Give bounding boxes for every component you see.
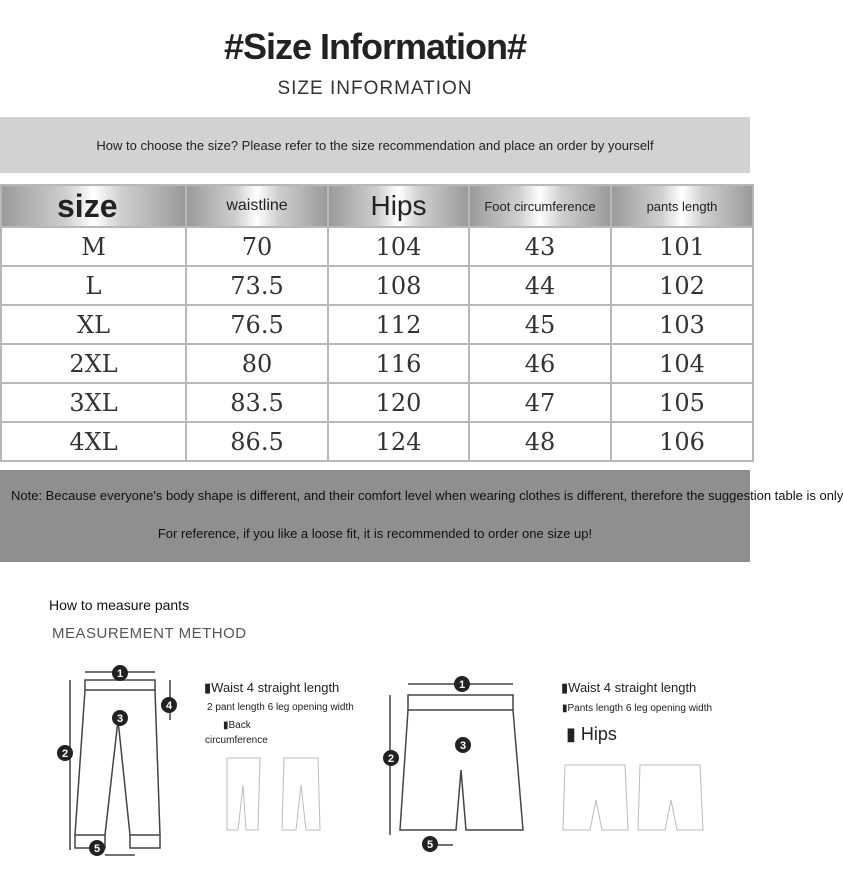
right-label-3: ▮ Hips (566, 724, 617, 744)
cell-hips: 104 (328, 227, 469, 266)
cell-waistline: 86.5 (186, 422, 328, 461)
cell-foot-circumference: 43 (469, 227, 611, 266)
cell-size: XL (1, 305, 186, 344)
cell-size: 2XL (1, 344, 186, 383)
instruction-banner (0, 117, 750, 173)
marker-2: 2 (61, 748, 69, 760)
page-subtitle: SIZE INFORMATION (277, 78, 473, 99)
marker-3: 3 (116, 713, 124, 725)
measure-title: How to measure pants (49, 597, 190, 613)
cell-hips: 108 (328, 266, 469, 305)
left-label-3: ▮Back (223, 720, 251, 731)
header-foot-circumference: Foot circumference (469, 185, 611, 227)
cell-pants-length: 102 (611, 266, 753, 305)
left-label-2: 2 pant length 6 leg opening width (207, 702, 354, 713)
note-line-1: Note: Because everyone's body shape is different, and their comfort level when wearing clothes is different, therefore the suggestion table is only (11, 488, 843, 503)
marker-1: 1 (116, 668, 124, 680)
cell-foot-circumference: 44 (469, 266, 611, 305)
cell-waistline: 80 (186, 344, 328, 383)
cell-hips: 124 (328, 422, 469, 461)
table-row (1, 344, 753, 383)
cell-pants-length: 106 (611, 422, 753, 461)
small-shorts-icon (560, 760, 710, 835)
shorts-marker-5: 5 (426, 839, 434, 851)
shorts-marker-3: 3 (459, 740, 467, 752)
cell-foot-circumference: 47 (469, 383, 611, 422)
shorts-marker-1: 1 (458, 679, 466, 691)
left-label-4: circumference (205, 735, 268, 746)
table-row (1, 266, 753, 305)
right-label-2: ▮Pants length 6 leg opening width (562, 703, 713, 714)
cell-size: 4XL (1, 422, 186, 461)
shorts-marker-2: 2 (387, 753, 395, 765)
cell-foot-circumference: 48 (469, 422, 611, 461)
cell-pants-length: 105 (611, 383, 753, 422)
table-row (1, 305, 753, 344)
cell-size: 3XL (1, 383, 186, 422)
table-row (1, 227, 753, 266)
table-header-row (1, 185, 753, 227)
page-title: #Size Information# (223, 26, 527, 67)
cell-pants-length: 103 (611, 305, 753, 344)
small-pants-icon (222, 755, 342, 835)
pants-diagram-icon (50, 660, 200, 860)
right-label-1: ▮Waist 4 straight length (561, 680, 697, 695)
cell-hips: 112 (328, 305, 469, 344)
measure-subtitle: MEASUREMENT METHOD (52, 625, 247, 642)
note-banner (0, 470, 843, 562)
cell-hips: 120 (328, 383, 469, 422)
cell-waistline: 76.5 (186, 305, 328, 344)
note-line-2: For reference, if you like a loose fit, it is recommended to order one size up! (157, 526, 593, 541)
cell-hips: 116 (328, 344, 469, 383)
table-row (1, 422, 753, 461)
cell-size: M (1, 227, 186, 266)
cell-pants-length: 104 (611, 344, 753, 383)
cell-waistline: 73.5 (186, 266, 328, 305)
marker-5: 5 (93, 843, 101, 855)
header-waistline: waistline (186, 185, 328, 227)
size-table (0, 184, 754, 462)
header-size: size (1, 185, 186, 227)
cell-waistline: 70 (186, 227, 328, 266)
header-hips: Hips (328, 185, 469, 227)
cell-foot-circumference: 45 (469, 305, 611, 344)
cell-size: L (1, 266, 186, 305)
header-pants-length: pants length (611, 185, 753, 227)
shorts-diagram-icon (378, 670, 548, 855)
left-label-1: ▮Waist 4 straight length (204, 680, 340, 695)
instruction-text: How to choose the size? Please refer to the size recommendation and place an order by yourself (96, 137, 654, 153)
cell-foot-circumference: 46 (469, 344, 611, 383)
cell-pants-length: 101 (611, 227, 753, 266)
cell-waistline: 83.5 (186, 383, 328, 422)
marker-4: 4 (165, 700, 173, 712)
table-row (1, 383, 753, 422)
